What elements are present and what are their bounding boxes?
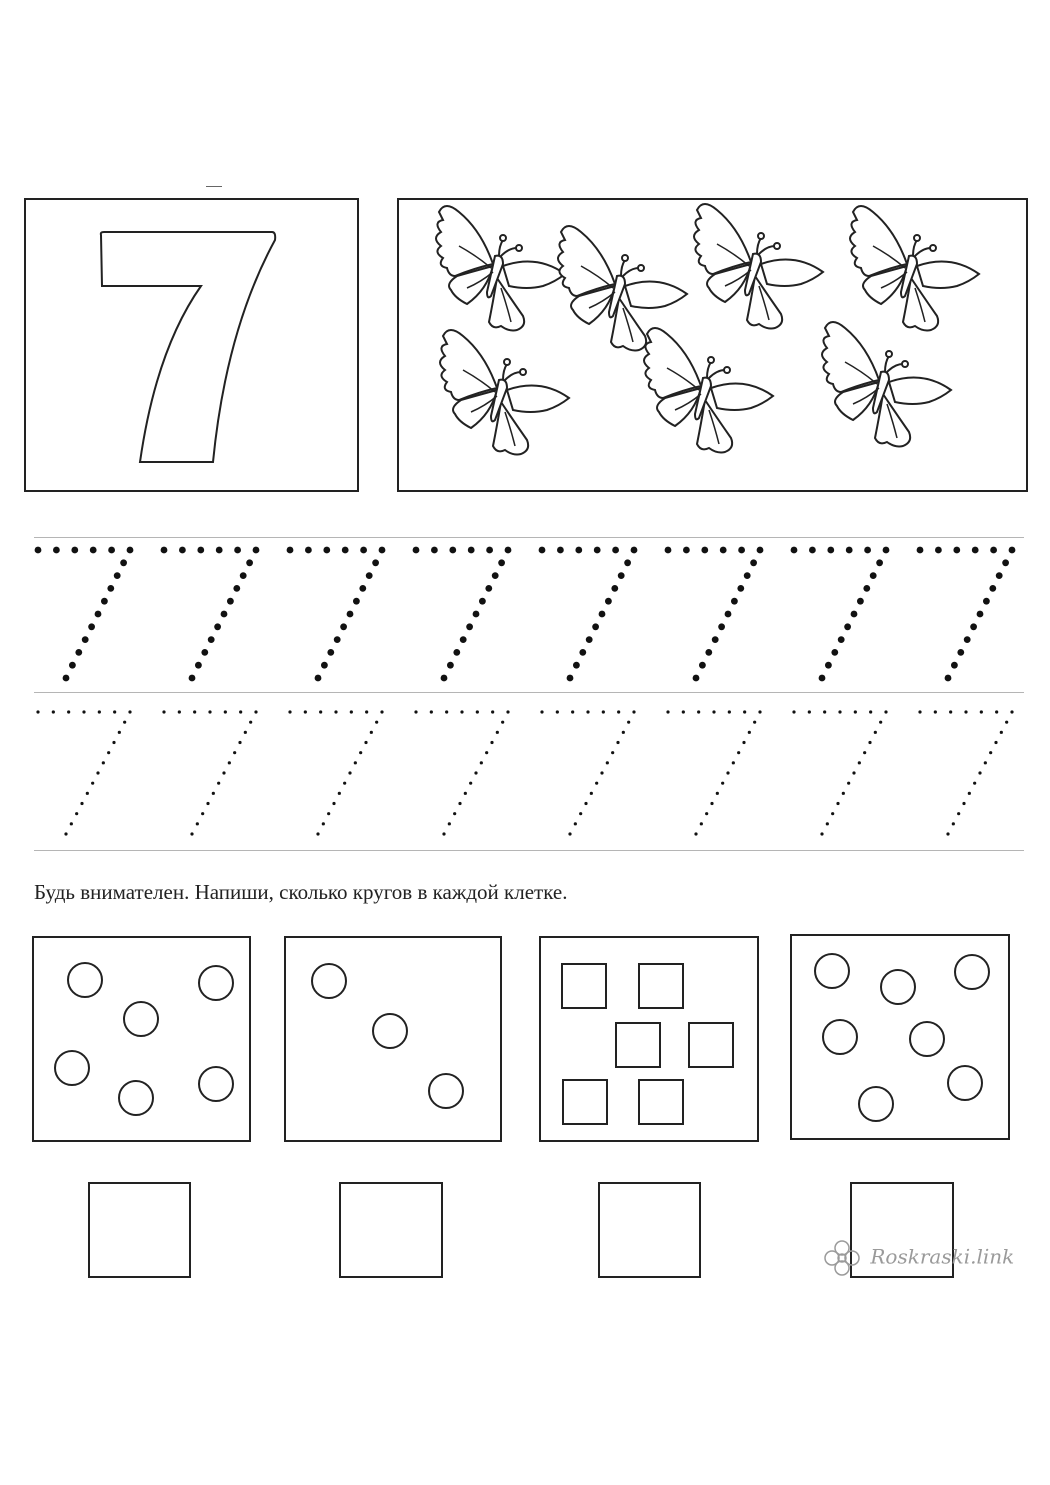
count-cell-4 [790, 934, 1010, 1140]
tracing-digit-seven [288, 710, 383, 835]
flower-icon [820, 1240, 864, 1276]
tracing-digit-seven [287, 547, 386, 682]
count-cell-3 [539, 936, 759, 1142]
digit-tracing-rows [0, 530, 1050, 860]
tracing-digit-seven [539, 547, 638, 682]
butterfly-icon [644, 328, 773, 453]
tracing-digit-seven [36, 710, 131, 835]
butterfly-icon [694, 204, 823, 329]
tracing-digit-seven [918, 710, 1013, 835]
answer-box-2[interactable] [339, 1182, 443, 1278]
circles-group [34, 938, 249, 1140]
tracing-digit-seven [791, 547, 890, 682]
tracing-digit-seven [413, 547, 512, 682]
watermark-text: Roskraski.link [870, 1244, 1015, 1269]
butterfly-icon [436, 206, 565, 331]
outlined-digit-seven [26, 200, 357, 490]
watermark [820, 1240, 1014, 1276]
circles-group [286, 938, 500, 1140]
digit-card [24, 198, 359, 492]
answer-box-3[interactable] [598, 1182, 701, 1278]
count-cell-2 [284, 936, 502, 1142]
circles-group [792, 936, 1008, 1138]
print-mark [206, 186, 222, 187]
tracing-digit-seven [666, 710, 761, 835]
butterflies-card [397, 198, 1028, 492]
butterfly-icon [850, 206, 979, 331]
butterfly-group [399, 200, 1026, 490]
tracing-digit-seven [540, 710, 635, 835]
butterfly-icon [822, 322, 951, 447]
answer-box-1[interactable] [88, 1182, 191, 1278]
tracing-digit-seven [665, 547, 764, 682]
tracing-digit-seven [162, 710, 257, 835]
tracing-digit-seven [35, 547, 134, 682]
tracing-digit-seven [792, 710, 887, 835]
squares-group [541, 938, 757, 1140]
tracing-digit-seven [161, 547, 260, 682]
butterfly-icon [440, 330, 569, 455]
butterfly-icon [558, 226, 687, 351]
tracing-digit-seven [414, 710, 509, 835]
exercise-instruction: Будь внимателен. Напиши, сколько кругов в каждой клетке. [34, 880, 568, 904]
count-cell-1 [32, 936, 251, 1142]
tracing-digit-seven [917, 547, 1016, 682]
